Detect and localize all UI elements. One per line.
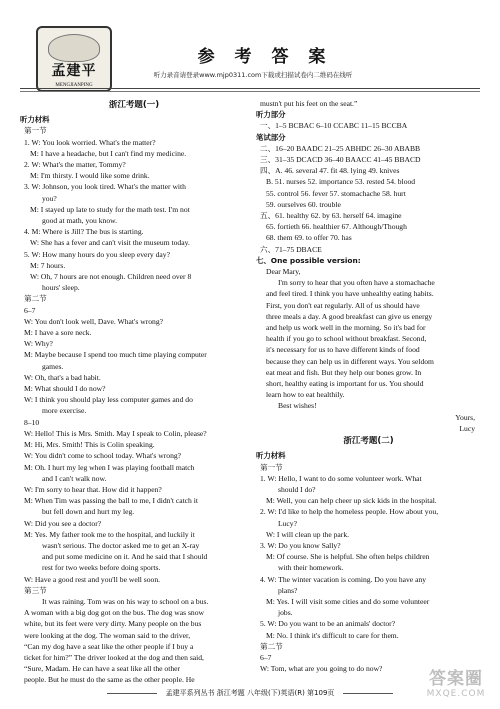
page-footer [20,688,480,702]
text-line: M: Yes. I will visit some cities and do some volunteer [266,596,430,606]
footer-rule-right [343,693,393,694]
text-line: 2. W: I'd like to help the homeless people. How about you, [260,507,439,517]
text-line: W: Oh, that's a bad habit. [24,372,101,382]
text-line: it's necessary for us to have different kinds of food [266,345,420,355]
text-line: M: I have a sore neck. [24,328,92,338]
text-line: Dear Mary, [266,267,301,277]
text-line: 5. W: Do you want to be an animals' doctor? [260,619,396,629]
text-line: W: Hello! This is Mrs. Smith. May I speak to Colin, please? [24,428,207,438]
text-line: 第二节 [24,294,47,304]
text-line: M: 7 hours. [30,260,66,270]
text-line: M: When Tim was passing the ball to me, I didn't catch it [24,496,198,506]
text-line: 6–7 [24,305,36,315]
text-line: It was raining. Tom was on his way to school on a bus. [42,596,209,606]
text-line: Best wishes! [278,401,317,411]
text-line: W: Tom, what are you going to do now? [260,664,383,674]
text-line: hours' sleep. [42,283,80,293]
text-line: 3. W: Johnson, you look tired. What's the matter with [24,182,186,192]
publisher-logo [36,26,112,92]
text-line: games. [42,361,64,371]
text-line: First, you don't eat regularly. All of us should have [266,300,420,310]
text-line: M: Yes. My father took me to the hospital, and luckily it [24,529,195,539]
text-line: W: Did you see a doctor? [24,518,102,528]
text-line: 2. W: What's the matter, Tommy? [24,160,126,170]
text-line: Lucy? [278,518,297,528]
text-line: W: I think you should play less computer games and do [24,395,193,405]
left-column [20,98,248,686]
text-line: 第三节 [24,585,47,595]
section-heading: 听力材料 [256,451,286,461]
text-line: more exercise. [42,406,87,416]
text-line: W: Why? [24,339,53,349]
text-line: 一、1–5 BCBAC 6–10 CCABC 11–15 BCCBA [260,121,408,131]
text-line: 二、16–20 BAADC 21–25 ABHDC 26–30 ABABB [260,143,421,153]
text-line: with their homework. [278,563,344,573]
text-line: 4. M: Where is Jill? The bus is starting. [24,227,144,237]
text-line: short, healthy eating is important for us. You should [266,379,424,389]
text-line: but fell down and hurt my leg. [42,507,135,517]
footer-text: 孟建平系列丛书 浙江考题 八年级(下)英语(R) 第109页 [165,689,335,697]
header-divider-thin [20,91,480,92]
text-line: 5. W: How many hours do you sleep every day? [24,249,170,259]
text-line: W: She has a fever and can't visit the museum today. [30,238,190,248]
section-heading: 笔试部分 [256,132,286,142]
text-line: were looking at the dog. The woman said to the driver, [24,630,191,640]
logo-emblem [48,34,100,62]
right-column [256,98,481,674]
text-line: mustn't put his feet on the seat.” [260,99,358,108]
logo-brand: 孟建平 [51,63,97,79]
text-line: 1. W: You look worried. What's the matter? [24,137,156,147]
section-heading: 听力材料 [20,115,50,125]
text-line: people. But he must do the same as the other people. He [24,675,195,685]
text-line: and put some medicine on it. And he said that I should [42,552,208,562]
text-line: 六、71–75 DBACE [260,244,322,254]
text-line: W: You didn't come to school today. What's wrong? [24,451,182,461]
text-line: plans? [278,585,298,595]
text-line: 59. ourselves 60. trouble [266,199,341,209]
text-line: and feel tired. I think you have unhealthy eating habits. [266,289,434,299]
text-line: M: Maybe because I spend too much time playing computer [24,350,207,360]
text-line: “Can my dog have a seat like the other people if I buy a [24,641,194,651]
text-line: jobs. [278,608,293,618]
text-line: white, but its feet were very dirty. Many people on the bus [24,619,202,629]
text-line: and help us work well in the morning. So it's bad for [266,323,426,333]
text-line: rest for two weeks before doing sports. [42,563,161,573]
text-line: health if you go to school without breakfast. Second, [266,334,427,344]
text-line: W: Oh, 7 hours are not enough. Children need over 8 [30,272,192,282]
text-line: M: What should I do now? [24,384,106,394]
text-line: because they can help us in different ways. You seldom [266,356,434,366]
text-line: M: Of course. She is helpful. She often helps children [266,552,430,562]
header-divider [20,88,480,89]
section-heading: 浙江考题(一) [108,100,160,110]
text-line: 五、61. healthy 62. by 63. herself 64. imagine [260,211,402,221]
text-line: 三、31–35 DCACD 36–40 BAACC 41–45 BBACD [260,155,421,165]
text-line: M: I'm thirsty. I would like some drink. [30,171,150,181]
text-line: 第一节 [24,126,47,136]
text-line: 第一节 [260,462,283,472]
text-line: learn how to eat healthily. [266,390,345,400]
text-line: three meals a day. A good breakfast can give us energy [266,311,433,321]
text-line: Lucy [459,423,475,433]
text-line: “Sure, Madam. He can have a seat like all the other [24,664,181,674]
watermark [420,664,492,704]
text-line: W: I'm sorry to hear that. How did it happen? [24,484,162,494]
text-line: should I do? [278,484,316,494]
text-line: and I can't walk now. [42,473,107,483]
text-line: W: You don't look well, Dave. What's wrong? [24,316,163,326]
section-heading: 七、One possible version: [256,255,361,265]
text-line: 4. W: The winter vacation is coming. Do you have any [260,574,427,584]
text-line: 四、A. 46. several 47. fit 48. lying 49. knives [260,166,400,176]
text-line: ticket for him?” The driver looked at the dog and then said, [24,652,204,662]
text-line: 6–7 [260,652,272,662]
text-line: B. 51. nurses 52. importance 53. rested 54. blood [266,177,416,187]
text-line: A woman with a big dog got on the bus. The dog was snow [24,608,204,618]
section-heading: 听力部分 [256,110,286,120]
text-line: you? [42,193,57,203]
section-heading: 浙江考题(二) [343,436,394,447]
text-line: good at math, you know. [42,216,118,226]
text-line: W: Have a good rest and you'll be well soon. [24,574,161,584]
text-line: 1. W: Hello, I want to do some volunteer work. What [260,473,422,483]
text-line: W: I will clean up the park. [266,529,350,539]
text-line: M: Oh. I hurt my leg when I was playing football match [24,462,195,472]
text-line: M: Well, you can help cheer up sick kids in the hospital. [266,496,437,506]
text-line: I'm sorry to hear that you often have a stomachache [278,278,435,288]
footer-rule-left [107,693,157,694]
audio-notice: 听力录音请登录www.mjp0311.com下载或扫描试卷内二维码在线听 [153,71,353,79]
text-line: wasn't serious. The doctor asked me to get an X-ray [42,540,200,550]
text-line: M: Hi, Mrs. Smith! This is Colin speaking. [24,440,155,450]
text-line: M: I stayed up late to study for the math test. I'm not [30,204,190,214]
logo-subtitle: MENGJIANPING [55,83,93,88]
text-line: 55. control 56. fever 57. stomachache 58. hurt [266,188,406,198]
text-line: M: No. I think it's difficult to care for them. [266,630,399,640]
watermark-title: 答案圈 [429,669,483,689]
text-line: 8–10 [24,417,40,427]
text-line: M: I have a headache, but I can't find my medicine. [30,148,187,158]
text-line: eat meat and fish. But they help our bones grow. In [266,367,422,377]
text-line: Yours, [455,412,475,422]
text-line: 68. them 69. to offer 70. has [266,233,352,243]
page-title: 参 考 答 案 [197,47,333,67]
text-line: 3. W: Do you know Sally? [260,540,341,550]
text-line: 65. fortieth 66. healthier 67. Although/Though [266,222,407,232]
watermark-url: MXQE.COM [426,689,486,699]
text-line: 第二节 [260,641,283,651]
